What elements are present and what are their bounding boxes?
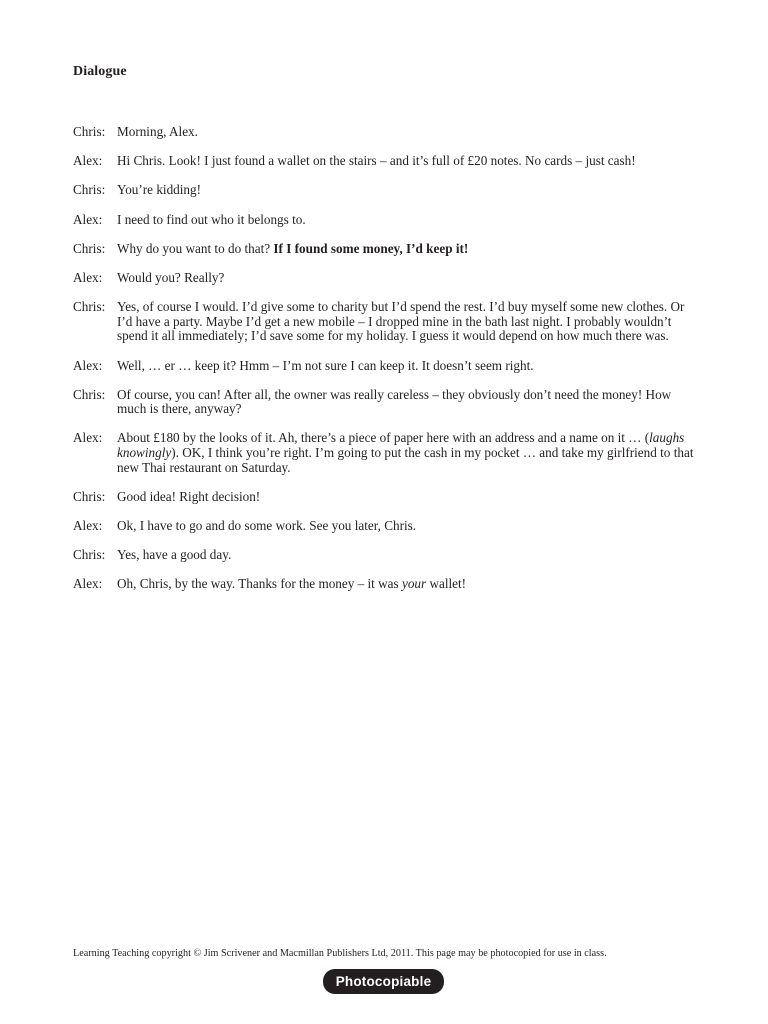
dialogue-line xyxy=(73,519,698,534)
speaker-name: Chris: xyxy=(73,182,106,198)
speech-text xyxy=(117,388,698,417)
speech-text xyxy=(117,183,698,198)
dialogue-line xyxy=(73,125,698,140)
speaker-name: Alex: xyxy=(73,269,103,285)
speaker-name: Chris: xyxy=(73,547,106,563)
speaker-name: Chris: xyxy=(73,124,106,139)
speech-segment: Of course, you can! After all, the owner was really careless – they obviously don’t need the money! How much is there, anyway? xyxy=(117,386,672,417)
speaker-name: Chris: xyxy=(73,488,106,504)
dialogue-line xyxy=(73,548,698,563)
speech-segment: Ok, I have to go and do some work. See you later, Chris. xyxy=(117,518,417,534)
dialogue-line xyxy=(73,271,698,286)
dialogue-line xyxy=(73,183,698,198)
speech-text xyxy=(117,577,698,592)
speech-segment: Would you? Really? xyxy=(117,269,225,285)
speech-text xyxy=(117,125,698,140)
speaker-name: Chris: xyxy=(73,299,106,315)
speech-text xyxy=(117,519,698,534)
speech-segment: Yes, have a good day. xyxy=(117,547,232,563)
dialogue-line xyxy=(73,154,698,169)
speaker-name: Alex: xyxy=(73,518,103,534)
dialogue-line xyxy=(73,577,698,592)
speech-text xyxy=(117,271,698,286)
speech-segment: You’re kidding! xyxy=(117,182,202,198)
speech-text xyxy=(117,359,698,374)
speech-segment: wallet! xyxy=(426,576,467,592)
speaker-name: Alex: xyxy=(73,211,103,227)
dialogue-line xyxy=(73,213,698,228)
speech-text xyxy=(117,154,698,169)
speech-text xyxy=(117,490,698,505)
speaker-name: Chris: xyxy=(73,386,106,402)
dialogue-line xyxy=(73,242,698,257)
bold-phrase: If I found some money, I’d keep it! xyxy=(273,240,469,256)
speech-segment: Good idea! Right decision! xyxy=(117,488,261,504)
speech-segment: Hi Chris. Look! I just found a wallet on the stairs – and it’s full of £20 notes. No cards – just cash! xyxy=(117,153,636,169)
speaker-name: Chris: xyxy=(73,240,106,256)
dialogue-line xyxy=(73,490,698,505)
speech-text xyxy=(117,300,698,344)
speech-segment: Well, … er … keep it? Hmm – I’m not sure I can keep it. It doesn’t seem right. xyxy=(117,357,534,373)
speaker-name: Alex: xyxy=(73,576,103,592)
speech-text xyxy=(117,431,698,475)
speech-text xyxy=(117,213,698,228)
speaker-name: Alex: xyxy=(73,430,103,446)
photocopiable-badge: Photocopiable xyxy=(323,969,444,994)
speech-segment: Oh, Chris, by the way. Thanks for the money – it was xyxy=(117,576,402,592)
dialogue-line xyxy=(73,300,698,344)
speech-segment: About £180 by the looks of it. Ah, there’s a piece of paper here with an address and a name on it … ( xyxy=(117,430,650,446)
dialogue-list xyxy=(73,125,698,607)
dialogue-line xyxy=(73,359,698,374)
italic-phrase: your xyxy=(401,576,427,592)
speech-segment: Morning, Alex. xyxy=(117,124,198,139)
italic-phrase: laughs knowingly xyxy=(117,430,685,461)
page-title: Dialogue xyxy=(73,64,127,79)
copyright-footer: Learning Teaching copyright © Jim Scrivener and Macmillan Publishers Ltd, 2011. This page may be photocopied for use in class. xyxy=(73,948,607,959)
speech-segment: Why do you want to do that? xyxy=(117,240,274,256)
speech-segment: I need to find out who it belongs to. xyxy=(117,211,306,227)
dialogue-line xyxy=(73,388,698,417)
dialogue-line xyxy=(73,431,698,475)
speech-segment: ). OK, I think you’re right. I’m going to put the cash in my pocket … and take my girlfriend to that new Thai restaurant on Saturday. xyxy=(117,445,694,475)
speech-text xyxy=(117,242,698,257)
speaker-name: Alex: xyxy=(73,357,103,373)
speech-text xyxy=(117,548,698,563)
speech-segment: Yes, of course I would. I’d give some to charity but I’d spend the rest. I’d buy myself some new clothes. Or I’d have a party. Maybe I’d get a new mobile – I dropped mine in the bath last night. I probably wouldn’t spend it all immediately; I’d save some for my holiday. I guess it would depend on how much there was. xyxy=(117,299,685,344)
speaker-name: Alex: xyxy=(73,153,103,169)
